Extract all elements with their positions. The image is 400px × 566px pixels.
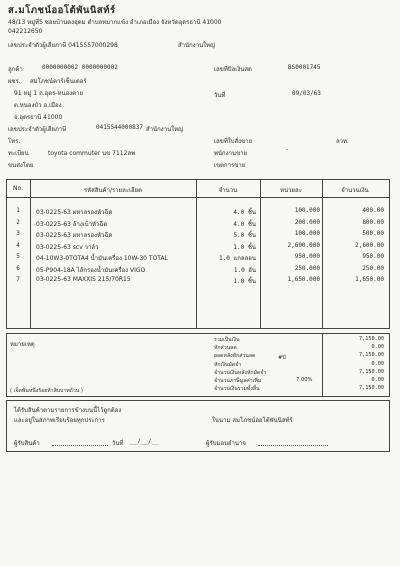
- item-desc: 03-0225-63 scv วาล์ว: [36, 243, 99, 251]
- customer-code: 0000000002 0000000002: [42, 64, 118, 71]
- item-desc: 03-0225-63 ผหาลรองหัวฉีด: [36, 209, 113, 216]
- salesperson-label: พนักงานขาย: [214, 150, 248, 157]
- company-branch: สำนักงานใหญ่: [178, 42, 216, 49]
- item-amount: 400.00: [362, 207, 384, 214]
- sales-area-label: เขตการขาย: [214, 162, 246, 169]
- remarks-label: หมายเหตุ: [10, 341, 35, 348]
- summary-value: 7,150.00: [359, 352, 384, 359]
- summary-value: 7,150.00: [359, 385, 384, 392]
- doc-date-label: วันที่: [214, 92, 226, 99]
- receiver-signature-line: [52, 445, 108, 446]
- item-qty: 1.0 อัน: [233, 266, 256, 274]
- item-amount: 800.00: [362, 218, 384, 226]
- item-desc: 03-0225-63 MAXXIS 215/70R15: [36, 276, 131, 283]
- item-desc: 05-P904-18A ไส้กรองน้ำมันเครื่อง VIGO: [36, 266, 146, 274]
- item-amount: 2,600.00: [355, 241, 384, 249]
- customer-address-2: ต.หนองบัว อ.เมือง: [14, 102, 62, 109]
- deposit-extra: #ปิ: [278, 355, 286, 361]
- company-phone: 042212650: [8, 28, 43, 35]
- item-price: 100.000: [294, 207, 320, 214]
- item-amount: 500.00: [362, 230, 384, 237]
- customer-address-1: 91 หมู่ 1 ถ.อุดร-หนองคาย: [14, 90, 83, 97]
- doc-date: 09/03/63: [292, 90, 321, 97]
- receipt-note-1: ได้รับสินค้าตามรายการข้างบนนี้ไว้ถูกต้อง: [14, 407, 122, 414]
- col-header-unit-price: หน่วยละ: [280, 187, 302, 194]
- vehicle-label: ทะเบียน: [8, 150, 29, 157]
- receiver-label: ผู้รับสินค้า: [14, 440, 40, 447]
- col-header-description: รหัสสินค้า/รายละเอียด: [83, 187, 143, 194]
- summary-label: จำนวนเงินหลังหักมัดจำ: [214, 369, 267, 376]
- item-price: 100.000: [294, 230, 320, 237]
- customer-code-label: ลูกค้า: [8, 66, 23, 73]
- summary-label: จำนวนภาษีมูลค่าเพิ่ม: [214, 378, 262, 384]
- col-header-qty: จำนวน: [218, 187, 238, 194]
- item-amount: 1,650.00: [355, 276, 384, 283]
- item-qty: 4.0 ชิ้น: [233, 209, 256, 216]
- summary-label: จำนวนเงินรวมทั้งสิ้น: [214, 386, 260, 393]
- summary-value: 7,150.00: [359, 368, 384, 375]
- item-amount: 950.00: [362, 253, 384, 260]
- summary-value: 0.00: [371, 344, 384, 351]
- item-desc: 04-10W3-0TOTA4 น้ำมันเครื่อง 10W-30 TOTAL: [36, 255, 168, 262]
- receipt-note-2: และอยู่ในสภาพเรียบร้อยทุกประการ: [14, 417, 105, 424]
- salesperson-value: -: [286, 146, 289, 153]
- customer-tel-label: โทร.: [8, 138, 21, 145]
- item-price: 2,600.000: [287, 241, 320, 249]
- col-header-amount: จำนวนเงิน: [341, 187, 369, 194]
- item-price: 1,650.000: [287, 276, 320, 283]
- receiver-date-blank: __/__/__: [130, 438, 159, 445]
- amount-in-words: ( เจ็ดพันหนึ่งร้อยห้าสิบบาทถ้วน ): [10, 388, 83, 394]
- receiver-date-label: วันที่: [112, 440, 124, 447]
- vehicle-value: toyota commuter นข 7112ลพ: [48, 150, 136, 157]
- summary-label: รวมเป็นเงิน: [214, 337, 240, 343]
- item-qty: 1.0 ชิ้น: [233, 243, 256, 251]
- col-header-no: No.: [13, 185, 23, 192]
- item-no: 4: [16, 241, 20, 249]
- doc-no: BS0001745: [288, 64, 321, 71]
- customer-branch: สำนักงานใหญ่: [146, 126, 184, 133]
- item-desc: 03-0225-63 ผหาลรองหัวฉีด: [36, 232, 113, 239]
- item-price: 950.000: [294, 253, 320, 260]
- item-no: 2: [16, 218, 20, 226]
- order-ref-suffix: ลวท.: [336, 138, 349, 145]
- item-no: 1: [16, 207, 20, 214]
- item-qty: 1.0 ชิ้น: [233, 278, 256, 285]
- summary-label: หักเงินมัดจำ: [214, 361, 242, 368]
- item-price: 250.000: [294, 264, 320, 272]
- customer-name: สมโภชน์คาร์เซ็นเตอร์: [30, 78, 87, 85]
- summary-value: 0.00: [371, 377, 384, 383]
- item-price: 200.000: [294, 218, 320, 226]
- company-name: ส.มโภชน์ออโต้พันนิสท์ร์: [8, 5, 116, 16]
- item-no: 5: [16, 253, 20, 260]
- customer-address-3: จ.อุดรธานี 41000: [14, 114, 63, 121]
- authorized-signature-line: [258, 445, 328, 446]
- item-no: 7: [16, 276, 20, 283]
- item-no: 6: [16, 264, 20, 272]
- customer-tax-id: 0415544000837: [96, 124, 143, 131]
- summary-label: ยอดหลังหักส่วนลด: [214, 353, 256, 360]
- item-qty: 5.0 ชิ้น: [233, 232, 256, 239]
- item-amount: 250.00: [362, 264, 384, 272]
- shipping-label: ขนส่งโดย: [8, 162, 34, 169]
- customer-tax-label: เลขประจำตัวผู้เสียภาษี: [8, 126, 67, 133]
- on-behalf-of: ในนาม สมโภชน์ออโต้พันนิสท์ร์: [212, 417, 293, 424]
- item-qty: 1.0 แกลลอน: [218, 255, 256, 262]
- order-ref-label: เลขที่ใบสั่งขาย: [214, 138, 253, 145]
- summary-label: หักส่วนลด: [214, 345, 237, 352]
- company-tax-id: เลขประจำตัวผู้เสียภาษี 0415557000298: [8, 42, 118, 49]
- vat-rate: 7.00%: [296, 377, 313, 383]
- customer-name-label: ผชร.: [8, 78, 21, 85]
- item-no: 3: [16, 230, 20, 237]
- authorized-label: ผู้รับมอบอำนาจ: [206, 440, 246, 447]
- doc-no-label: เลขที่บิลเงินสด: [214, 66, 252, 73]
- item-desc: 03-0225-63 ล้างเบ้าหัวฉีด: [36, 220, 108, 228]
- summary-value: 0.00: [371, 360, 384, 367]
- summary-value: 7,150.00: [359, 336, 384, 342]
- item-qty: 4.0 ชิ้น: [233, 220, 256, 228]
- company-address: 48/13 หมู่ที่5 ซอยบ้านดงอุดม ตำบลหมากแข้ง อำเภอเมือง จังหวัดอุดรธานี 41000: [8, 19, 222, 26]
